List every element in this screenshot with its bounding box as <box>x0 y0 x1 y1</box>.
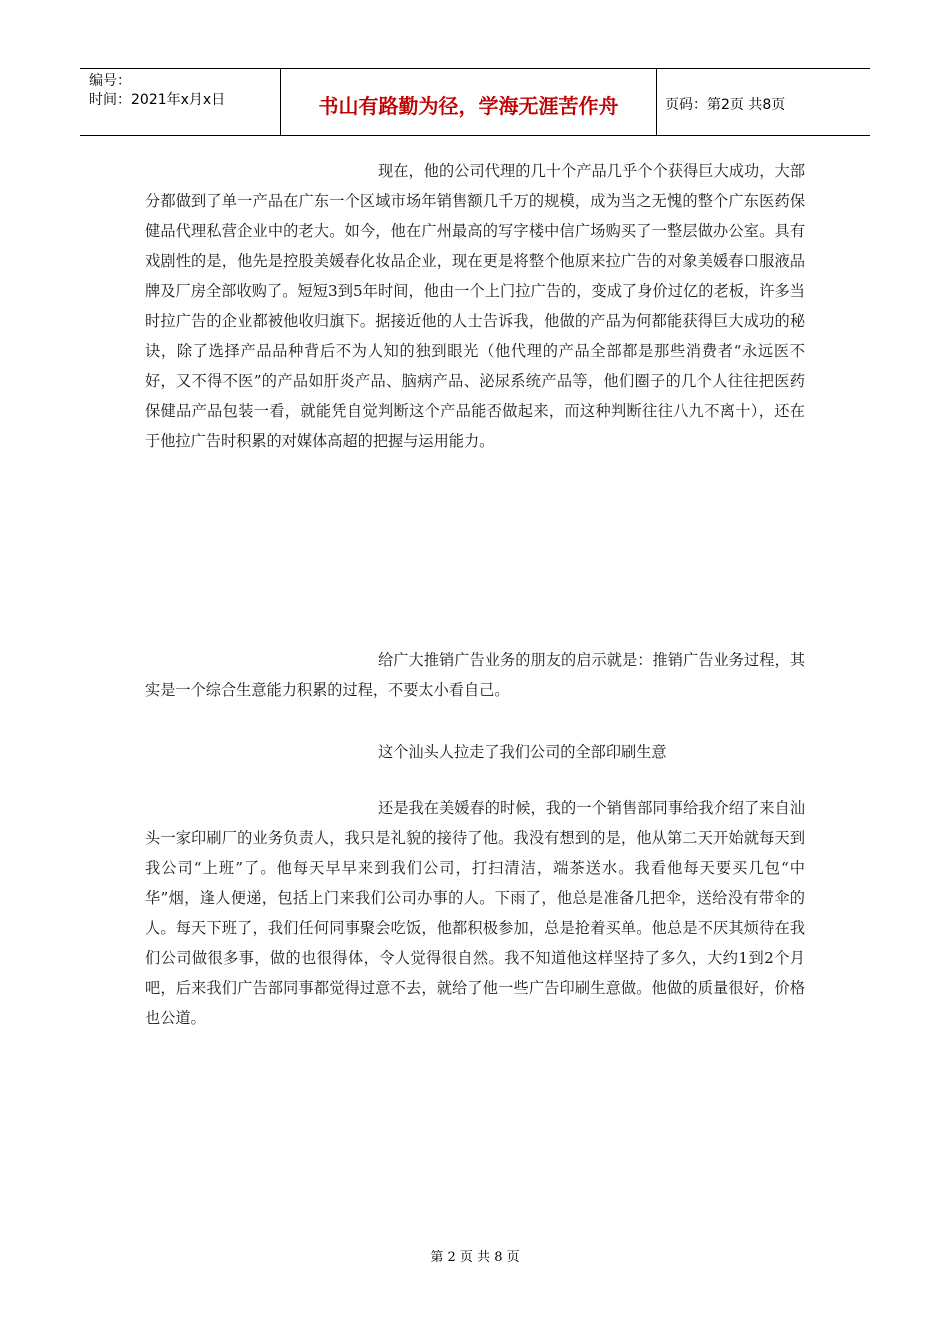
section-heading: 这个汕头人拉走了我们公司的全部印刷生意 <box>378 743 667 761</box>
header-meta <box>80 69 281 135</box>
paragraph-1: 现在，他的公司代理的几十个产品几乎个个获得巨大成功，大部分都做到了单一产品在广东一个区域市场年销售额几千万的规模，成为当之无愧的整个广东医药保健品代理私营企业中的老大。如今，他在广州最高的写字楼中信广场购买了一整层做办公室。具有戏剧性的是，他先是控股美媛春化妆品企业，现在更是将整个他原来拉广告的对象美媛春口服液品牌及厂房全部收购了。短短3到5年时间，他由一个上门拉广告的，变成了身价过亿的老板，许多当时拉广告的企业都被他收归旗下。据接近他的人士告诉我，他做的产品为何都能获得巨大成功的秘诀，除了选择产品品种背后不为人知的独到眼光（他代理的产品全部都是那些消费者“永远医不好，又不得不医”的产品如肝炎产品、脑病产品、泌尿系统产品等，他们圈子的几个人往往把医药保健品产品包装一看，就能凭自觉判断这个产品能否做起来，而这种判断往往八九不离十），还在于他拉广告时积累的对媒体高超的把握与运用能力。 <box>145 162 805 450</box>
header-page-info: 页码：第2页 共8页 <box>665 97 786 113</box>
header-motto: 书山有路勤为径，学海无涯苦作舟 <box>281 69 657 135</box>
document-header <box>80 68 870 136</box>
page-footer: 第 2 页 共 8 页 <box>430 1250 520 1265</box>
paragraph-2: 给广大推销广告业务的朋友的启示就是：推销广告业务过程，其实是一个综合生意能力积累的过程，不要太小看自己。 <box>145 651 805 699</box>
number-label: 编号： <box>89 73 131 89</box>
date-label: 时间：2021年x月x日 <box>89 92 226 108</box>
paragraph-3: 还是我在美媛春的时候，我的一个销售部同事给我介绍了来自汕头一家印刷厂的业务负责人，我只是礼貌的接待了他。我没有想到的是，他从第二天开始就每天到我公司“上班”了。他每天早早来到我们公司，打扫清洁，端茶送水。我看他每天要买几包“中华”烟，逢人便递，包括上门来我们公司办事的人。下雨了，他总是准备几把伞，送给没有带伞的人。每天下班了，我们任何同事聚会吃饭，他都积极参加，总是抢着买单。他总是不厌其烦待在我们公司做很多事，做的也很得体，令人觉得很自然。我不知道他这样坚持了多久，大约1到2个月吧，后来我们广告部同事都觉得过意不去，就给了他一些广告印刷生意做。他做的质量很好，价格也公道。 <box>145 799 805 1027</box>
